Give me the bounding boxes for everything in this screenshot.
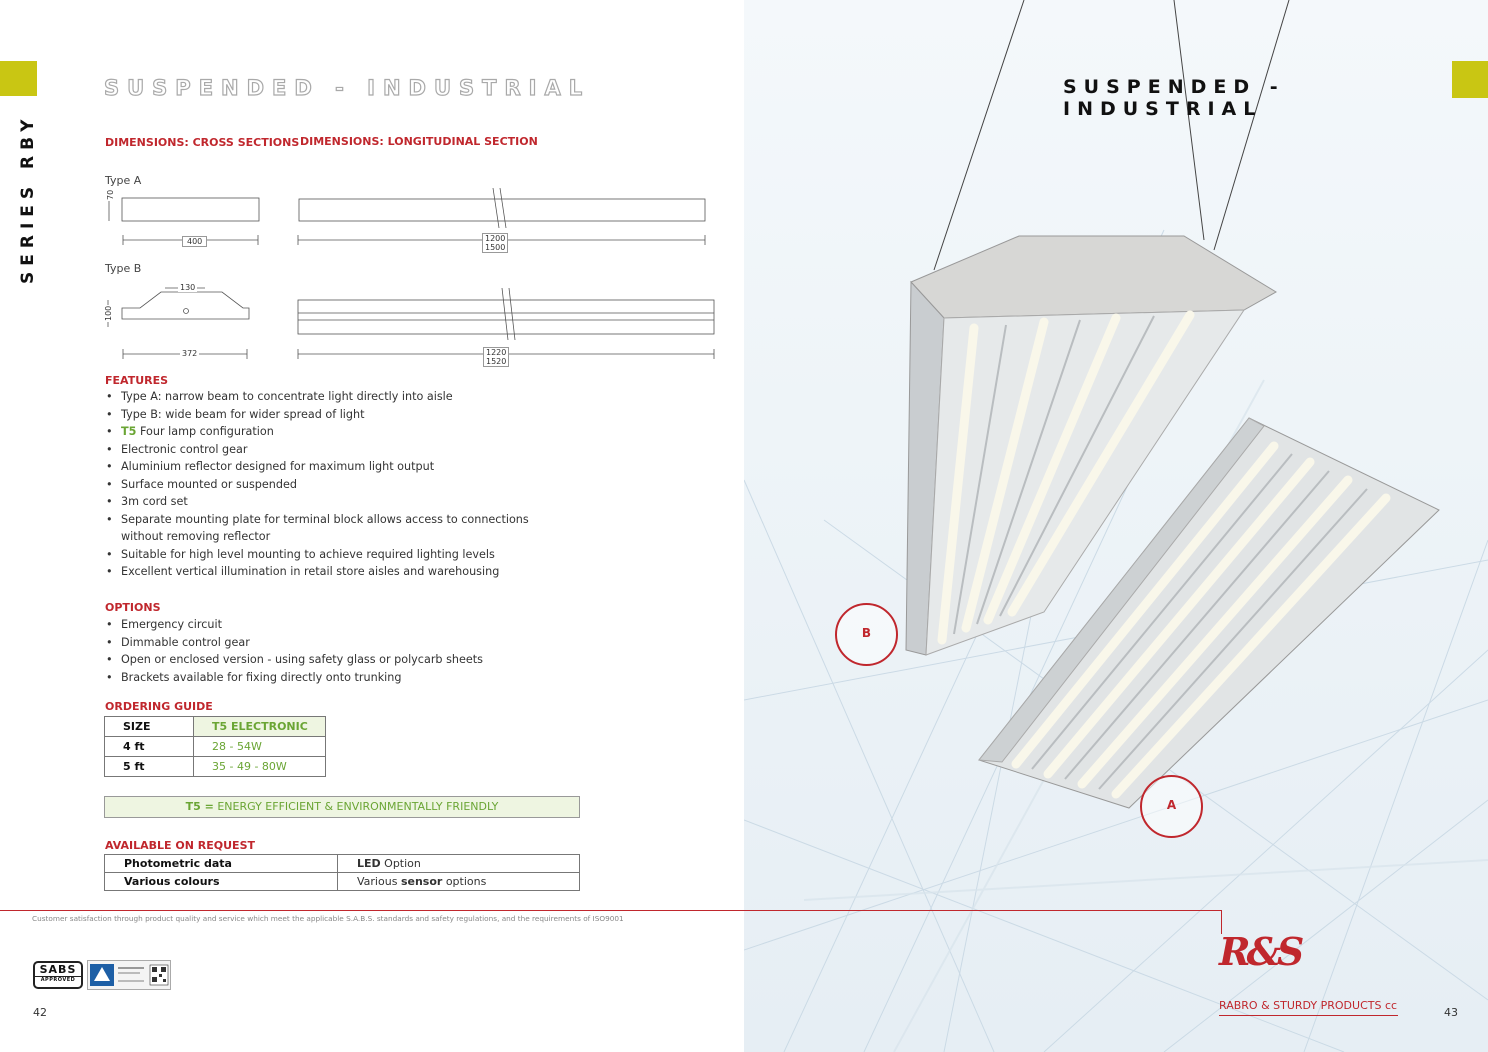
type-a-cross-section	[122, 198, 259, 221]
table-cell: Various sensor options	[338, 873, 580, 891]
page-number-right: 43	[1444, 1006, 1458, 1019]
page-title: SUSPENDED - INDUSTRIAL	[1063, 76, 1285, 120]
energy-note-text: ENERGY EFFICIENT & ENVIRONMENTALLY FRIENDLY	[217, 800, 499, 813]
table-header-size: SIZE	[105, 717, 194, 737]
type-a-height-label: 70	[106, 189, 115, 200]
type-b-label: Type B	[105, 262, 142, 275]
page-number-left: 42	[33, 1006, 47, 1019]
available-heading: AVAILABLE ON REQUEST	[105, 839, 255, 852]
list-item-continuation: without removing reflector	[121, 530, 271, 543]
label-b: B	[835, 603, 898, 666]
table-row	[105, 855, 580, 873]
ordering-guide-heading: ORDERING GUIDE	[105, 700, 213, 713]
list-item: • Suitable for high level mounting to achieve required lighting levels	[104, 546, 554, 564]
list-item: • 3m cord set	[104, 493, 554, 511]
list-item: • Dimmable control gear	[104, 634, 554, 652]
type-a-length-labels	[482, 233, 508, 253]
page-title-outline: SUSPENDED - INDUSTRIAL	[104, 76, 591, 100]
t5-prefix: T5	[121, 425, 137, 438]
list-item: • Type B: wide beam for wider spread of light	[104, 406, 554, 424]
list-item: • Aluminium reflector designed for maximum light output	[104, 458, 554, 476]
list-item: • Electronic control gear	[104, 441, 554, 459]
sabs-logo: SABS APPROVED	[33, 961, 83, 989]
table-row	[105, 717, 326, 737]
options-list	[104, 616, 554, 686]
type-a-label: Type A	[105, 174, 142, 187]
dimension-drawings	[95, 180, 725, 370]
table-row	[105, 757, 326, 777]
table-cell: LED Option	[338, 855, 580, 873]
table-cell: Photometric data	[105, 855, 338, 873]
footer-text: Customer satisfaction through product quality and service which meet the applicable S.A.B.S. standards and safety regulations, and the requirements of ISO9001	[32, 914, 624, 923]
energy-note-box	[104, 796, 580, 818]
right-page	[744, 0, 1488, 1052]
footer-rule-right	[744, 910, 1222, 911]
certification-icon	[88, 961, 172, 991]
table-cell-value: 28 - 54W	[194, 737, 326, 757]
features-list	[104, 388, 554, 581]
list-item: • Type A: narrow beam to concentrate light directly into aisle	[104, 388, 554, 406]
table-cell: Various colours	[105, 873, 338, 891]
list-item: • Brackets available for fixing directly onto trunking	[104, 669, 554, 687]
type-b-length-1: 1220	[486, 348, 507, 357]
type-b-height-label: 100	[104, 305, 113, 321]
type-a-length-2: 1500	[485, 243, 506, 252]
table-cell-size: 4 ft	[105, 737, 194, 757]
features-heading: FEATURES	[105, 374, 169, 387]
accent-bar-left	[0, 61, 37, 96]
series-label: SERIES RBY	[18, 113, 38, 284]
type-b-length-labels	[483, 347, 509, 367]
type-b-top-label: 130	[180, 283, 196, 292]
label-a: A	[1140, 775, 1203, 838]
table-cell-value: 35 - 49 - 80W	[194, 757, 326, 777]
list-item: • Surface mounted or suspended	[104, 476, 554, 494]
type-a-length-1: 1200	[485, 234, 506, 243]
list-item: • Excellent vertical illumination in retail store aisles and warehousing	[104, 563, 554, 581]
longitudinal-heading: DIMENSIONS: LONGITUDINAL SECTION	[300, 135, 538, 148]
ordering-guide-table	[104, 716, 326, 777]
type-b-cross-section	[122, 292, 249, 319]
table-cell-size: 5 ft	[105, 757, 194, 777]
table-row	[105, 873, 580, 891]
list-item: • Separate mounting plate for terminal block allows access to connections	[104, 511, 554, 529]
table-header-t5: T5 ELECTRONIC	[194, 717, 326, 737]
company-underline	[1219, 1015, 1398, 1016]
options-heading: OPTIONS	[105, 601, 161, 614]
company-name: RABRO & STURDY PRODUCTS cc	[1219, 999, 1398, 1012]
type-b-width-label: 372	[182, 349, 198, 358]
list-item: • Open or enclosed version - using safety glass or polycarb sheets	[104, 651, 554, 669]
available-table	[104, 854, 580, 891]
type-b-longitudinal	[298, 300, 714, 334]
cross-sections-heading: DIMENSIONS: CROSS SECTIONS	[105, 136, 300, 149]
type-b-length-2: 1520	[486, 357, 507, 366]
energy-note-prefix: T5 =	[185, 800, 214, 813]
accent-bar-right	[1452, 61, 1488, 98]
background-streaks	[744, 0, 1488, 1052]
list-item: • T5 Four lamp configuration	[104, 423, 554, 441]
company-logo: R&S	[1219, 929, 1301, 974]
type-a-width-label: 400	[182, 236, 207, 247]
certification-badge	[87, 960, 171, 990]
list-item: • Emergency circuit	[104, 616, 554, 634]
table-row	[105, 737, 326, 757]
footer-rule	[0, 910, 744, 911]
